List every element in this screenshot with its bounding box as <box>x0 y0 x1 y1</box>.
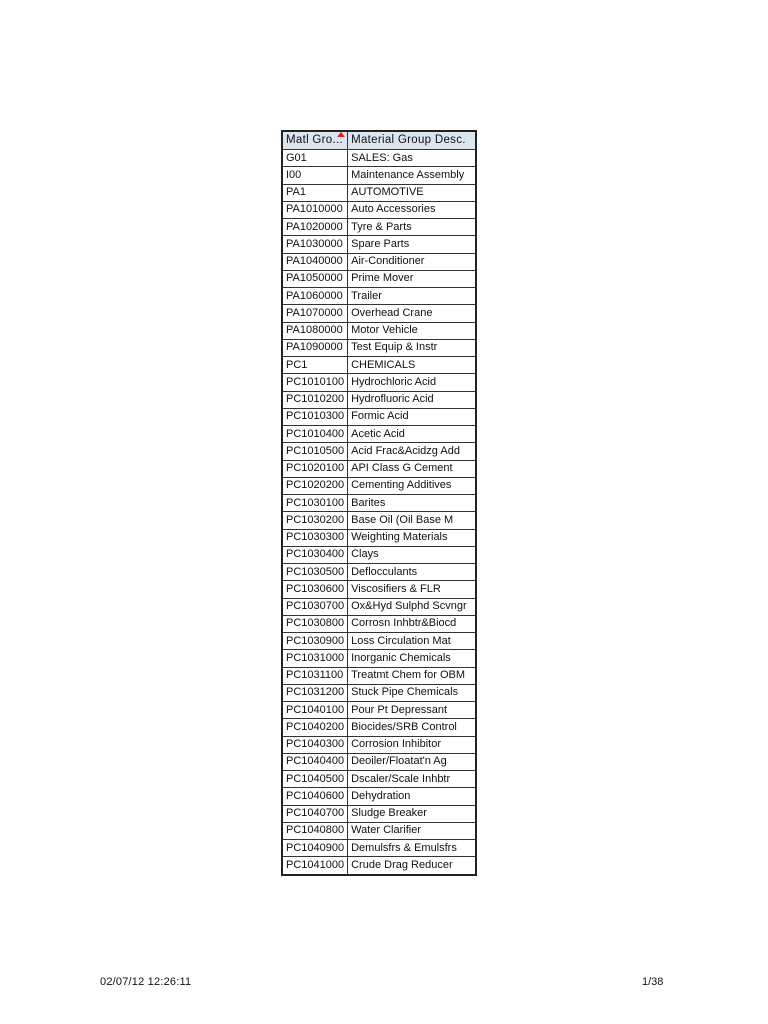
table-row <box>282 581 476 598</box>
material-group-code-cell: PC1031000 <box>282 650 348 667</box>
material-group-description-cell: Prime Mover <box>348 270 476 287</box>
material-group-description-cell: Biocides/SRB Control <box>348 719 476 736</box>
material-group-description-cell: AUTOMOTIVE <box>348 184 476 201</box>
material-group-description-cell: Acid Frac&Acidzg Add <box>348 443 476 460</box>
table-row <box>282 270 476 287</box>
table-row <box>282 633 476 650</box>
material-group-description-cell: Dehydration <box>348 788 476 805</box>
page-number: 1/38 <box>642 976 664 988</box>
material-group-description-cell: Dscaler/Scale Inhbtr <box>348 771 476 788</box>
material-group-code-cell: PC1030800 <box>282 615 348 632</box>
sort-indicator-icon <box>337 132 345 137</box>
material-group-description-cell: CHEMICALS <box>348 357 476 374</box>
material-group-code-cell: PC1031200 <box>282 684 348 701</box>
table-row <box>282 650 476 667</box>
material-group-code-cell: PC1040400 <box>282 753 348 770</box>
material-group-code-cell: PC1010300 <box>282 408 348 425</box>
material-group-code-cell: PC1040100 <box>282 702 348 719</box>
table-row <box>282 288 476 305</box>
material-group-description-cell: Spare Parts <box>348 236 476 253</box>
material-group-code-cell: PC1 <box>282 357 348 374</box>
table-row <box>282 374 476 391</box>
material-group-description-cell: Hydrochloric Acid <box>348 374 476 391</box>
material-group-code-cell: PC1010500 <box>282 443 348 460</box>
material-group-description-cell: Sludge Breaker <box>348 805 476 822</box>
material-group-description-cell: Loss Circulation Mat <box>348 633 476 650</box>
material-group-description-cell: Stuck Pipe Chemicals <box>348 684 476 701</box>
table-body <box>282 150 476 875</box>
material-group-code-cell: PC1040900 <box>282 840 348 857</box>
material-group-description-cell: Pour Pt Depressant <box>348 702 476 719</box>
material-group-description-cell: Hydrofluoric Acid <box>348 391 476 408</box>
material-group-code-cell: PC1030500 <box>282 564 348 581</box>
material-group-code-cell: PA1030000 <box>282 236 348 253</box>
table-row <box>282 753 476 770</box>
print-timestamp: 02/07/12 12:26:11 <box>100 976 192 988</box>
material-group-code-cell: I00 <box>282 167 348 184</box>
material-group-code-cell: PA1080000 <box>282 322 348 339</box>
table-row <box>282 615 476 632</box>
material-group-code-cell: PA1010000 <box>282 201 348 218</box>
material-group-code-cell: PA1040000 <box>282 253 348 270</box>
material-group-description-cell: Cementing Additives <box>348 477 476 494</box>
table-row <box>282 822 476 839</box>
table-row <box>282 460 476 477</box>
table-row <box>282 443 476 460</box>
material-group-description-cell: Test Equip & Instr <box>348 339 476 356</box>
material-group-description-cell: Maintenance Assembly <box>348 167 476 184</box>
table-row <box>282 357 476 374</box>
table-row <box>282 253 476 270</box>
table-row <box>282 305 476 322</box>
material-group-description-cell: Acetic Acid <box>348 426 476 443</box>
material-group-code-cell: PC1030100 <box>282 495 348 512</box>
table-row <box>282 667 476 684</box>
table-row <box>282 339 476 356</box>
table-row <box>282 702 476 719</box>
table-row <box>282 771 476 788</box>
material-group-code-cell: PC1020100 <box>282 460 348 477</box>
material-group-code-cell: PC1040800 <box>282 822 348 839</box>
material-group-description-cell: Corrosion Inhibitor <box>348 736 476 753</box>
material-group-description-cell: Inorganic Chemicals <box>348 650 476 667</box>
material-group-code-cell: PA1060000 <box>282 288 348 305</box>
material-group-description-cell: Air-Conditioner <box>348 253 476 270</box>
table-row <box>282 788 476 805</box>
material-group-description-cell: Barites <box>348 495 476 512</box>
material-group-description-cell: Clays <box>348 546 476 563</box>
table-row <box>282 805 476 822</box>
table-row <box>282 840 476 857</box>
table-row <box>282 219 476 236</box>
material-group-code-cell: PA1070000 <box>282 305 348 322</box>
table-row <box>282 857 476 875</box>
material-group-description-cell: Formic Acid <box>348 408 476 425</box>
material-group-code-cell: PC1030600 <box>282 581 348 598</box>
material-group-code-cell: PC1040300 <box>282 736 348 753</box>
material-group-description-cell: API Class G Cement <box>348 460 476 477</box>
column-header-matl-group-label: Matl Gro... <box>286 134 343 146</box>
material-group-code-cell: PC1030700 <box>282 598 348 615</box>
table-row <box>282 546 476 563</box>
material-group-description-cell: Base Oil (Oil Base M <box>348 512 476 529</box>
table-row <box>282 391 476 408</box>
material-group-code-cell: PC1010400 <box>282 426 348 443</box>
material-group-description-cell: Overhead Crane <box>348 305 476 322</box>
table-row <box>282 408 476 425</box>
table-row <box>282 495 476 512</box>
table-row <box>282 426 476 443</box>
material-group-description-cell: Motor Vehicle <box>348 322 476 339</box>
material-group-description-cell: Viscosifiers & FLR <box>348 581 476 598</box>
material-group-code-cell: PC1010100 <box>282 374 348 391</box>
table-row <box>282 167 476 184</box>
material-group-description-cell: Corrosn Inhbtr&Biocd <box>348 615 476 632</box>
material-group-code-cell: PC1030400 <box>282 546 348 563</box>
material-group-code-cell: PA1090000 <box>282 339 348 356</box>
table-row <box>282 477 476 494</box>
table-row <box>282 529 476 546</box>
material-group-description-cell: Weighting Materials <box>348 529 476 546</box>
material-group-description-cell: Treatmt Chem for OBM <box>348 667 476 684</box>
table-header-row <box>282 131 476 150</box>
material-group-description-cell: Tyre & Parts <box>348 219 476 236</box>
table-row <box>282 564 476 581</box>
material-group-code-cell: PA1 <box>282 184 348 201</box>
material-group-code-cell: PC1030900 <box>282 633 348 650</box>
table-row <box>282 322 476 339</box>
material-group-description-cell: Deflocculants <box>348 564 476 581</box>
material-group-code-cell: PC1040500 <box>282 771 348 788</box>
material-group-code-cell: PC1030200 <box>282 512 348 529</box>
column-header-description[interactable]: Material Group Desc. <box>348 131 476 150</box>
material-group-code-cell: PC1010200 <box>282 391 348 408</box>
material-group-description-cell: Demulsfrs & Emulsfrs <box>348 840 476 857</box>
material-group-code-cell: PC1031100 <box>282 667 348 684</box>
table-row <box>282 598 476 615</box>
material-group-description-cell: SALES: Gas <box>348 150 476 167</box>
material-group-code-cell: PA1050000 <box>282 270 348 287</box>
material-group-description-cell: Crude Drag Reducer <box>348 857 476 875</box>
table-row <box>282 150 476 167</box>
material-group-code-cell: PC1040600 <box>282 788 348 805</box>
material-group-description-cell: Ox&Hyd Sulphd Scvngr <box>348 598 476 615</box>
material-group-description-cell: Water Clarifier <box>348 822 476 839</box>
material-group-table <box>281 130 477 876</box>
table-row <box>282 236 476 253</box>
table-row <box>282 184 476 201</box>
material-group-code-cell: PC1041000 <box>282 857 348 875</box>
material-group-code-cell: PC1020200 <box>282 477 348 494</box>
material-group-code-cell: PA1020000 <box>282 219 348 236</box>
table-row <box>282 512 476 529</box>
table-row <box>282 684 476 701</box>
material-group-code-cell: G01 <box>282 150 348 167</box>
material-group-description-cell: Deoiler/Floatat'n Ag <box>348 753 476 770</box>
column-header-matl-group[interactable] <box>282 131 348 150</box>
table-row <box>282 719 476 736</box>
material-group-code-cell: PC1040200 <box>282 719 348 736</box>
material-group-description-cell: Trailer <box>348 288 476 305</box>
table-row <box>282 201 476 218</box>
material-group-description-cell: Auto Accessories <box>348 201 476 218</box>
material-group-code-cell: PC1030300 <box>282 529 348 546</box>
table-row <box>282 736 476 753</box>
material-group-code-cell: PC1040700 <box>282 805 348 822</box>
